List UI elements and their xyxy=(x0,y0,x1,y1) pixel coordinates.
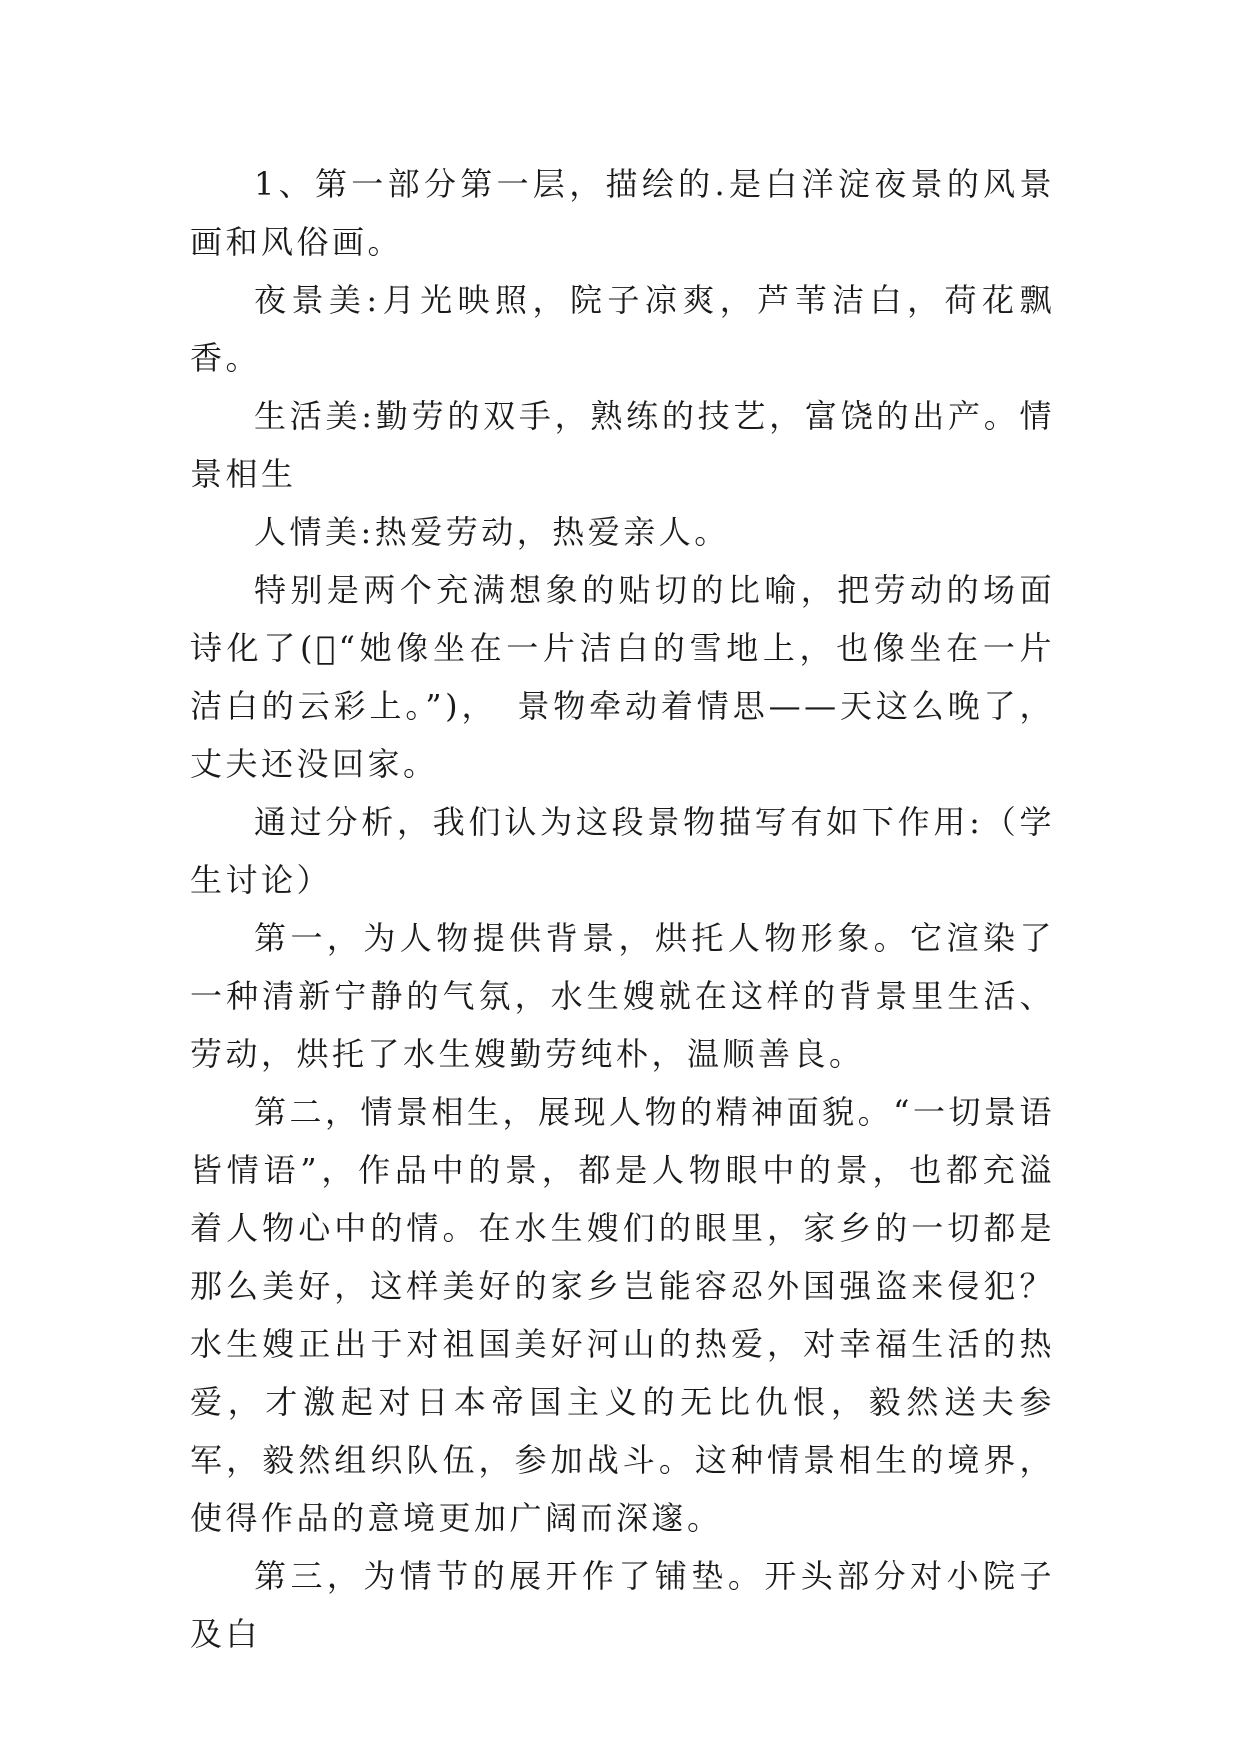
paragraph-metaphor: 特别是两个充满想象的贴切的比喻，把劳动的场面诗化了( “她像坐在一片洁白的雪地上，也像坐在一片洁白的云彩上。”)， 景物牵动着情思——天这么晚了，丈夫还没回家。 xyxy=(190,571,1055,783)
paragraph-point-one: 第一，为人物提供背景，烘托人物形象。它渲染了一种清新宁静的气氛，水生嫂就在这样的背景里生活、劳动，烘托了水生嫂勤劳纯朴，温顺善良。 xyxy=(190,919,1055,1073)
paragraph-life-beauty: 生活美:勤劳的双手，熟练的技艺，富饶的出产。情景相生 xyxy=(190,397,1055,493)
paragraph-analysis-intro: 通过分析，我们认为这段景物描写有如下作用:（学生讨论） xyxy=(190,803,1055,899)
paragraph-section-1-layer-1: 1、第一部分第一层，描绘的.是白洋淀夜景的风景画和风俗画。 xyxy=(190,165,1055,261)
paragraph-human-beauty: 人情美:热爱劳动，热爱亲人。 xyxy=(254,513,730,551)
paragraph-point-two: 第二，情景相生，展现人物的精神面貌。“一切景语皆情语”，作品中的景，都是人物眼中的景，也都充溢着人物心中的情。在水生嫂们的眼里，家乡的一切都是那么美好，这样美好的家乡岂能容忍外国强盗来侵犯？水生嫂正出于对祖国美好河山的热爱，对幸福生活的热爱，才激起对日本帝国主义的无比仇恨，毅然送夫参军，毅然组织队伍，参加战斗。这种情景相生的境界，使得作品的意境更加广阔而深邃。 xyxy=(190,1093,1055,1537)
paragraph-night-scene-beauty: 夜景美:月光映照，院子凉爽，芦苇洁白，荷花飘香。 xyxy=(190,281,1055,377)
paragraph-point-three: 第三，为情节的展开作了铺垫。开头部分对小院子及白 xyxy=(190,1557,1055,1653)
document-body xyxy=(190,155,1055,1663)
